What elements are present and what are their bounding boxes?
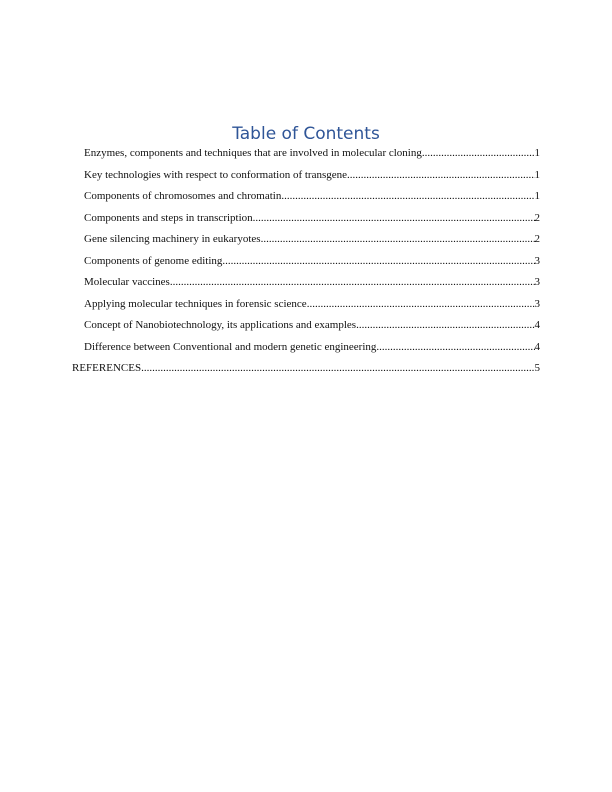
toc-leader-dots [307,297,535,311]
toc-entry-text: REFERENCES [72,362,142,374]
toc-entry-text: Molecular vaccines [84,276,170,288]
toc-title: Table of Contents [232,124,380,144]
toc-entry[interactable] [84,145,540,167]
toc-leader-dots [356,318,534,332]
toc-entry-page-number: 3 [534,254,540,267]
toc-entry[interactable] [84,317,540,339]
toc-entry-text: Gene silencing machinery in eukaryotes [84,233,261,245]
toc-leader-dots [253,211,535,225]
toc-entry-page-number: 3 [534,297,540,310]
toc-leader-dots [422,146,535,160]
toc-leader-dots [281,189,534,203]
toc-entry-page-number: 1 [534,168,540,181]
toc-entry-text: Enzymes, components and techniques that are involved in molecular cloning [84,147,422,159]
toc-entry-text: Difference between Conventional and modern genetic engineering [84,340,377,353]
toc-entry-text: Components of genome editing [84,254,223,267]
toc-entry-references[interactable] [72,360,540,382]
toc-leader-dots [222,254,534,268]
toc-entry[interactable] [84,274,540,296]
toc-entry[interactable] [84,253,540,275]
toc-entry-page-number: 2 [534,211,540,224]
toc-leader-dots [170,275,535,289]
toc-entry-text: Key technologies with respect to conformation of transgene [84,168,348,181]
toc-entry-text: Applying molecular techniques in forensic science [84,297,307,310]
toc-entry-page-number: 4 [534,340,540,353]
toc-list [0,145,612,382]
toc-entry-page-number: 5 [534,362,540,374]
toc-entry[interactable] [84,188,540,210]
toc-entry[interactable] [84,167,540,189]
toc-leader-dots [347,168,534,182]
toc-entry-page-number: 1 [534,147,540,159]
toc-entry-page-number: 2 [534,233,540,245]
toc-entry-text: Components of chromosomes and chromatin [84,190,282,202]
toc-entry[interactable] [84,231,540,253]
toc-entry[interactable] [84,339,540,361]
toc-entry-page-number: 1 [534,190,540,202]
toc-entry[interactable] [84,210,540,232]
toc-entry-text: Concept of Nanobiotechnology, its applications and examples [84,319,357,331]
toc-entry-page-number: 4 [534,319,540,331]
toc-entry-page-number: 3 [534,276,540,288]
toc-leader-dots [141,361,534,375]
toc-entry-text: Components and steps in transcription [84,211,253,224]
toc-leader-dots [376,340,534,354]
toc-entry[interactable] [84,296,540,318]
toc-leader-dots [261,232,535,246]
